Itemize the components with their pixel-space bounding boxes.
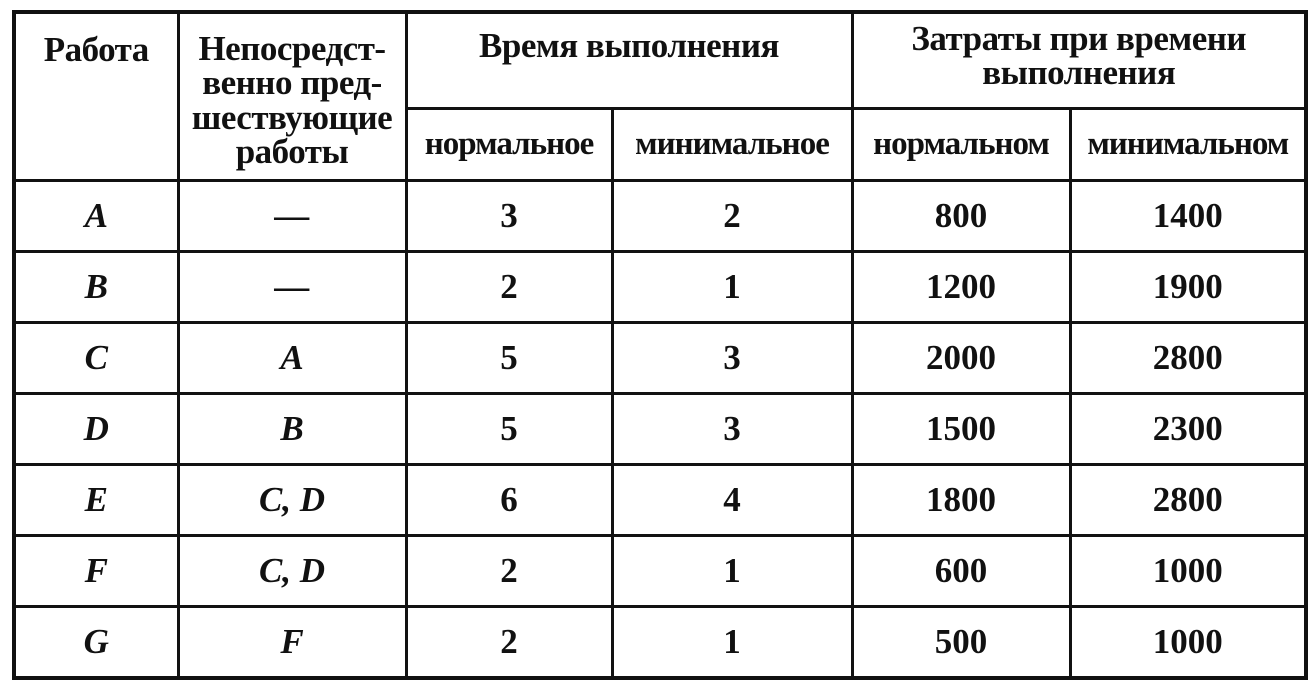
- cell-work: F: [14, 535, 178, 606]
- header-cost-min: минимальном: [1070, 108, 1306, 180]
- cell-predecessors: B: [178, 393, 406, 464]
- cell-cost-min: 2300: [1070, 393, 1306, 464]
- cell-cost-min: 1000: [1070, 606, 1306, 678]
- cell-time-normal: 2: [406, 535, 612, 606]
- table-row: [14, 535, 1306, 606]
- cell-time-min: 2: [612, 180, 852, 251]
- cell-time-normal: 6: [406, 464, 612, 535]
- cell-time-min: 4: [612, 464, 852, 535]
- cell-cost-min: 1000: [1070, 535, 1306, 606]
- cell-work: D: [14, 393, 178, 464]
- cell-time-normal: 5: [406, 322, 612, 393]
- cell-time-min: 1: [612, 251, 852, 322]
- cell-work: B: [14, 251, 178, 322]
- table-row: [14, 180, 1306, 251]
- cell-cost-normal: 600: [852, 535, 1070, 606]
- cell-time-normal: 2: [406, 251, 612, 322]
- cell-time-min: 1: [612, 535, 852, 606]
- header-duration: Время выполнения: [406, 12, 852, 108]
- cell-work: A: [14, 180, 178, 251]
- cell-time-normal: 2: [406, 606, 612, 678]
- table-row: [14, 251, 1306, 322]
- cell-predecessors: C, D: [178, 535, 406, 606]
- cell-time-normal: 5: [406, 393, 612, 464]
- table-row: [14, 322, 1306, 393]
- table-header: [14, 12, 1306, 180]
- cell-predecessors: C, D: [178, 464, 406, 535]
- header-row-top: [14, 12, 1306, 108]
- table-row: [14, 606, 1306, 678]
- cell-predecessors: A: [178, 322, 406, 393]
- cell-cost-normal: 1800: [852, 464, 1070, 535]
- cell-cost-normal: 500: [852, 606, 1070, 678]
- cell-work: G: [14, 606, 178, 678]
- header-duration-min: минимальное: [612, 108, 852, 180]
- cell-time-min: 3: [612, 393, 852, 464]
- cell-predecessors: F: [178, 606, 406, 678]
- cell-cost-normal: 1500: [852, 393, 1070, 464]
- cell-time-normal: 3: [406, 180, 612, 251]
- cell-time-min: 1: [612, 606, 852, 678]
- table-row: [14, 464, 1306, 535]
- cell-predecessors: —: [178, 180, 406, 251]
- cell-cost-normal: 800: [852, 180, 1070, 251]
- cell-predecessors: —: [178, 251, 406, 322]
- cell-cost-min: 1900: [1070, 251, 1306, 322]
- cell-work: C: [14, 322, 178, 393]
- table-row: [14, 393, 1306, 464]
- cell-cost-min: 2800: [1070, 322, 1306, 393]
- project-works-table: [12, 10, 1308, 680]
- cell-cost-min: 1400: [1070, 180, 1306, 251]
- header-cost: Затраты при времени выполнения: [852, 12, 1306, 108]
- header-predecessors: Непосредст- венно пред- шествующие работы: [178, 12, 406, 180]
- cell-cost-min: 2800: [1070, 464, 1306, 535]
- header-work: Работа: [14, 12, 178, 180]
- table-body: [14, 180, 1306, 678]
- cell-work: E: [14, 464, 178, 535]
- cell-cost-normal: 1200: [852, 251, 1070, 322]
- cell-cost-normal: 2000: [852, 322, 1070, 393]
- table-container: [12, 10, 1304, 680]
- header-duration-normal: нормальное: [406, 108, 612, 180]
- cell-time-min: 3: [612, 322, 852, 393]
- header-cost-normal: нормальном: [852, 108, 1070, 180]
